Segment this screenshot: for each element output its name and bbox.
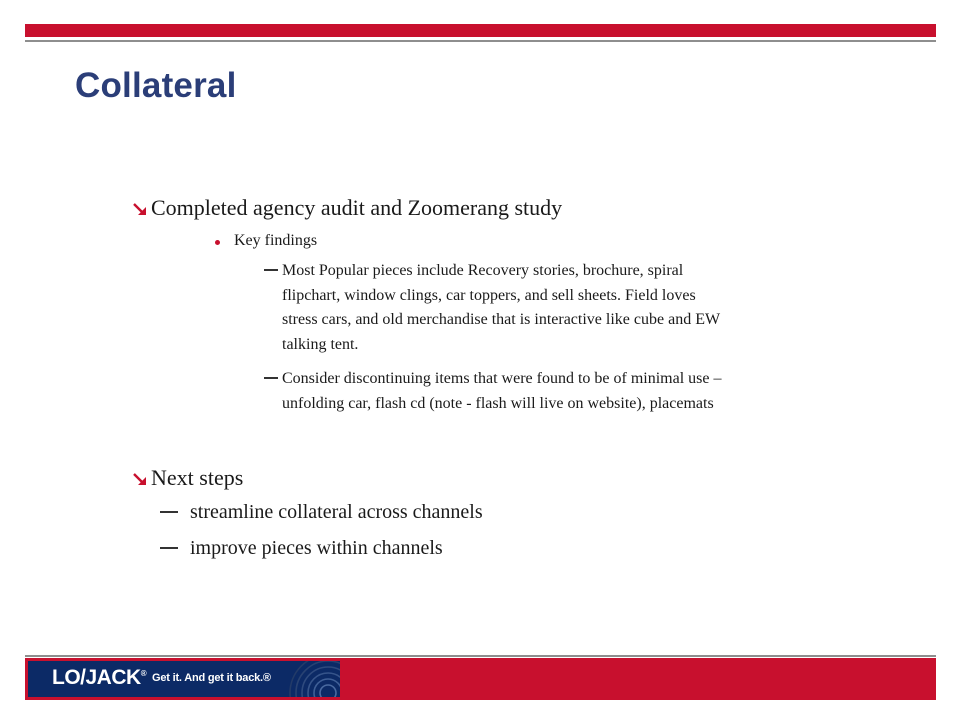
logo-wordmark: LO/JACK® (52, 666, 147, 689)
dash-bullet-icon (160, 547, 178, 549)
dash-bullet-icon (264, 269, 278, 271)
finding-line: talking tent. (282, 335, 359, 353)
slide-title: Collateral (75, 66, 237, 105)
tagline: Get it. And get it back.® (152, 672, 271, 684)
finding-line: unfolding car, flash cd (note - flash will live on website), placemats (282, 394, 714, 412)
lojack-logo (28, 661, 340, 697)
footer (25, 655, 936, 700)
arrow-bullet-icon (133, 472, 149, 486)
key-findings-label: Key findings (234, 232, 318, 249)
finding-popular-pieces (282, 259, 867, 357)
next-step-item: improve pieces within channels (190, 537, 443, 559)
header-red-bar (25, 24, 936, 37)
section-heading-next-steps: Next steps (151, 465, 244, 490)
finding-discontinue-items (282, 367, 867, 416)
finding-line: flipchart, window clings, car toppers, and sell sheets. Field loves (282, 286, 696, 304)
footer-divider (25, 655, 936, 657)
signal-waves-icon (276, 661, 340, 697)
dash-bullet-icon (160, 511, 178, 513)
finding-line: Consider discontinuing items that were found to be of minimal use – (282, 370, 722, 387)
finding-line: stress cars, and old merchandise that is interactive like cube and EW (282, 311, 721, 328)
arrow-bullet-icon (133, 202, 149, 216)
dash-bullet-icon (264, 377, 278, 379)
section-heading-audit: Completed agency audit and Zoomerang study (151, 195, 563, 220)
next-step-item: streamline collateral across channels (190, 501, 483, 523)
finding-line: Most Popular pieces include Recovery stories, brochure, spiral (282, 262, 684, 279)
dot-bullet-icon (215, 240, 220, 245)
header-divider (25, 40, 936, 42)
